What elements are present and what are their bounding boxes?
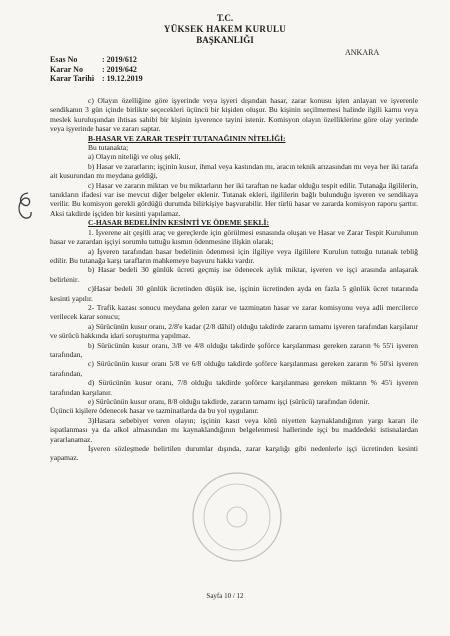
official-seal-icon xyxy=(190,470,285,565)
header-institution: YÜKSEK HAKEM KURULU xyxy=(163,24,287,34)
paragraph: 1. İşverene ait çeşitli araç ve gereçlerde için görülmesi esnasında oluşan ve Hasar ve Zarar Tespit Kurulunun hasar ve zarardan işçiyi sorumlu tuttuğu kısmın ödenmesine ilişkin olarak; xyxy=(50,227,418,247)
paragraph: c) Hasar ve zararın miktarı ve bu miktarların her iki taraftan ne kadar olduğu tespit edilir. Tutanağa ilgililerin, tanıkların ifadesi var ise mevcut diğer belgeler eklenir. Tutanak ekleri, ilgililerin bağlı bulunduğu işveren ve sendikaya verilir. Bu komisyon gerekli gördüğü durumda bilirkişiye başvurabilir. Her türlü hasar ve zararda komisyon raporu şarttır. Aksi takdirde işçiden bir kesinti yapılamaz. xyxy=(50,180,418,218)
meta-label: Karar Tarihi xyxy=(50,74,95,83)
document-body xyxy=(50,96,418,463)
page-number: Sayfa 10 / 12 xyxy=(206,592,244,600)
paragraph: d) Sürücünün kusur oranı, 7/8 olduğu takdirde şoförce karşılanması gereken miktarın % 45'i işveren tarafından karşılanır. xyxy=(50,378,418,397)
meta-row-esas xyxy=(50,55,143,65)
paragraph: c) Sürücünün kusur oranı 5/8 ve 6/8 olduğu takdirde şoförce karşılanması gereken zararın % 50'si işveren tarafından, xyxy=(50,359,418,378)
paragraph: a) Sürücünün kusur oranı, 2/8'e kadar (2/8 dâhil) olduğu takdirde zararın tamamı işveren tarafından karşılanır ve sürücü hakkında idari soruşturma yapılmaz. xyxy=(50,321,418,341)
header-tc: T.C. xyxy=(216,13,234,23)
meta-value: : 2019/612 xyxy=(102,55,137,64)
paragraph: a) Olayın niteliği ve oluş şekli, xyxy=(88,152,181,162)
meta-row-karar xyxy=(50,65,143,75)
paragraph: b) Hasar bedeli 30 günlük ücreti geçmiş ise ödenecek aylık miktar, işveren ve işçi arasında anlaşarak belirlenir. xyxy=(50,265,418,284)
case-meta xyxy=(50,55,143,84)
paragraph: b) Hasar ve zararların; işçinin kusur, ihmal veya kastından mı, aracın teknik arızasından mı veya her iki tarafa ait kusurundan mı meydana geldiği, xyxy=(50,161,418,181)
paragraph: c)Hasar bedeli 30 günlük ücretinden düşük ise, işçinin ücretinden ayda en fazla 5 günlük ücret tutarında kesinti yapılır. xyxy=(50,284,418,303)
meta-label: Esas No xyxy=(50,55,78,64)
paragraph: İşveren sözleşmede belirtilen durumlar dışında, zarar karşılığı gibi nedenlerle işçi ücretinden kesinti yapamaz. xyxy=(50,444,418,463)
header-city: ANKARA xyxy=(345,48,380,57)
meta-value: : 2019/642 xyxy=(102,64,137,74)
paragraph: Üçüncü kişilere ödenecek hasar ve tazminatlarda da bu yol uygulanır. xyxy=(50,406,259,416)
section-heading: C-HASAR BEDELİNİN KESİNTİ VE ÖDEME ŞEKLİ: xyxy=(88,218,269,228)
paragraph: e) Sürücünün kusur oranı, 8/8 olduğu takdirde, zararın tamamı işçi (sürücü) tarafından ödenir. xyxy=(88,397,370,406)
handwritten-initial-icon xyxy=(12,190,38,224)
meta-row-tarih xyxy=(50,74,143,84)
meta-value: : 19.12.2019 xyxy=(102,74,143,83)
section-heading: B-HASAR VE ZARAR TESPİT TUTANAĞININ NİTELİĞİ: xyxy=(88,133,286,143)
paragraph: a) İşveren tarafından hasar bedelinin ödenmesi için ilgiliye veya ilgililere Kurulun tuttuğu tutanak tebliğ edilir. Bu tutanağa karşı tarafların mahkemeye başvuru hakkı vardır. xyxy=(50,246,418,265)
paragraph: c) Olayın özelliğine göre işyerinde veya işyeri dışından hasar, zarar konusu işten anlayan ve işverenle sendikanın 3 gün içinde birlikte seçecekleri üçüncü bir kişiden oluşur. Bu kişinin seçilmemesi halinde ilgili kamu veya meslek kuruluşundan ihtisas sahibi bir kişinin işverence tayini istenir. Komisyon olayın özelliklerine göre olay yerinde veya işyerinde hasar ve zararı saptar. xyxy=(50,96,418,134)
paragraph: 2- Trafik kazası sonucu meydana gelen zarar ve tazminatın hasar ve zarar komisyonu veya adli mercilerce verilecek karar sonucu; xyxy=(50,302,418,322)
paragraph: 3)Hasara sebebiyet veren olayın; işçinin kasıt veya kötü niyetten kaynaklandığının yargı kararı ile ispatlanması ya da alkol almasından mı kaynaklandığının belgelenmesi hallerinde işçi bu maddedeki istisnalardan yararlanamaz. xyxy=(50,415,418,444)
header-department: BAŞKANLIĞI xyxy=(196,35,254,45)
meta-label: Karar No xyxy=(50,64,83,74)
paragraph: b) Sürücünün kusur oranı, 3/8 ve 4/8 olduğu takdirde şoförce karşılanması gereken zararın % 55'i işveren tarafından, xyxy=(50,340,418,359)
paragraph: Bu tutanakta; xyxy=(88,143,129,153)
